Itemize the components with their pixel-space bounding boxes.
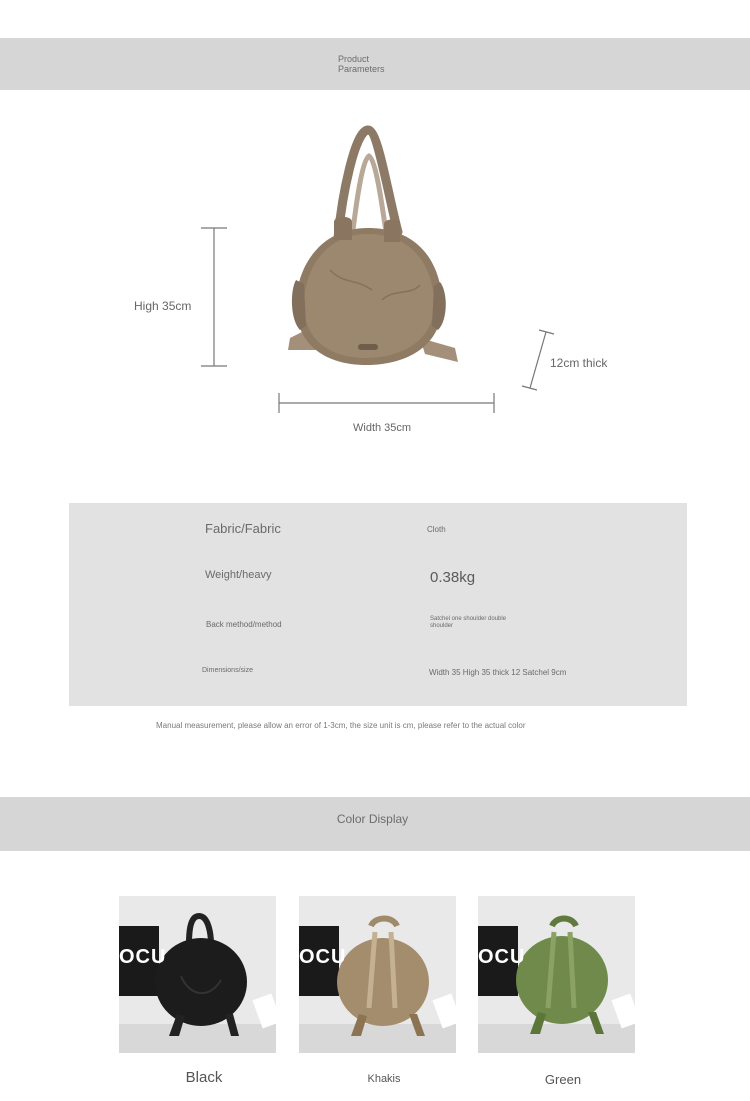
spec-name-back-method: Back method/method [206, 620, 282, 629]
green-wall-sign-text: OCU [478, 946, 526, 968]
khaki-bag [288, 130, 458, 365]
spec-name-dimensions: Dimensions/size [202, 667, 253, 674]
spec-name-fabric: Fabric/Fabric [205, 521, 281, 536]
khaki-wall-sign-text: OCU [299, 946, 347, 968]
measurement-note: Manual measurement, please allow an error of 1-3cm, the size unit is cm, please refer to the actual color [156, 721, 526, 730]
spec-value-weight: 0.38kg [430, 569, 476, 586]
khaki-bag-photo [299, 896, 456, 1053]
thickness-label: 12cm thick [550, 356, 608, 370]
spec-value-back-method: Satchel one shoulder double shoulder [430, 616, 507, 629]
height-label: High 35cm [134, 299, 192, 313]
width-label: Width 35cm [353, 422, 412, 434]
color-swatch-black[interactable] [119, 896, 276, 1053]
black-wall-sign-text: OCU [119, 946, 167, 968]
black-bag-photo [119, 896, 276, 1053]
color-swatch-khakis[interactable] [299, 896, 456, 1053]
bag-illustration [0, 100, 750, 460]
green-bag-photo [478, 896, 635, 1053]
color-display-title: Color Display [336, 812, 409, 826]
product-parameters-band [0, 38, 750, 90]
spec-name-weight: Weight/heavy [205, 569, 272, 581]
color-swatch-green[interactable] [478, 896, 635, 1053]
height-dimension-line [201, 228, 227, 366]
product-parameters-title: Product Parameters [338, 54, 385, 74]
color-label-black: Black [185, 1069, 223, 1086]
color-label-khakis: Khakis [367, 1073, 401, 1085]
spec-table [69, 503, 687, 706]
color-label-green: Green [544, 1072, 582, 1087]
spec-value-fabric: Cloth [427, 525, 446, 534]
width-dimension-line [279, 393, 494, 413]
spec-value-dimensions: Width 35 High 35 thick 12 Satchel 9cm [429, 668, 567, 677]
color-display-band [0, 797, 750, 851]
dimension-diagram [0, 100, 750, 460]
